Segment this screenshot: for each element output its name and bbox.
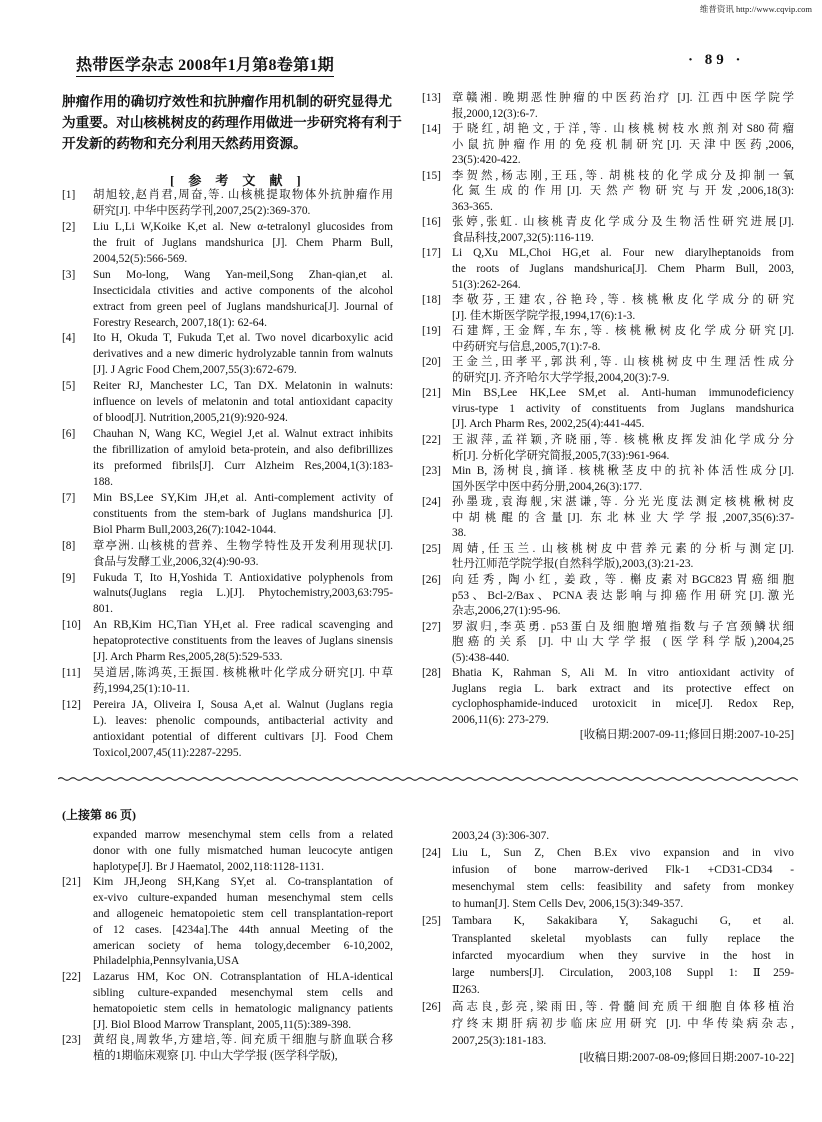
reference-line: mesenchymal stem cells: feasibility and safety from monkey bbox=[452, 881, 794, 894]
reference-line: Toxicol,2007,45(11):2287-2295. bbox=[93, 746, 242, 759]
reference-line: 于晓红,胡艳文,于洋,等. 山核桃树枝水煎剂对S80荷瘤 bbox=[452, 123, 794, 136]
reference-line: Biol Pharm Bull,2003,26(7):1042-1044. bbox=[93, 523, 277, 536]
reference-line: sibling culture-expanded mesenchymal stem cells and bbox=[93, 986, 393, 999]
reference-item bbox=[422, 433, 794, 464]
reference-item bbox=[422, 324, 794, 355]
body-text bbox=[62, 91, 402, 154]
reference-line: Juglans regia L. bark extract and its protective effect on bbox=[452, 682, 794, 695]
reference-number: [5] bbox=[62, 380, 76, 393]
reference-line: expanded marrow mesenchymal stem cells from a related bbox=[93, 829, 393, 841]
reference-line: Kim JH,Jeong SH,Kang SY,et al. Co-transplantation of bbox=[93, 876, 393, 889]
reference-item bbox=[62, 331, 393, 379]
reference-number: [12] bbox=[62, 699, 81, 711]
reference-line: 疗终末期肝病初步临床应用研究 [J]. 中华传染病杂志, bbox=[452, 1018, 794, 1031]
reference-item bbox=[422, 246, 794, 293]
reference-item bbox=[422, 666, 794, 728]
reference-line: Bhatia K, Rahman S, Ali M. In vitro antioxidant activity of bbox=[452, 667, 794, 680]
body-line: 肿瘤作用的确切疗效性和抗肿瘤作用机制的研究显得尤 bbox=[62, 94, 392, 109]
reference-line: (5):438-440. bbox=[452, 651, 510, 664]
reference-item bbox=[422, 355, 794, 386]
reference-line: to human[J]. Stem Cells Dev, 2006,15(3):349-357. bbox=[452, 898, 684, 911]
reference-number: [9] bbox=[62, 571, 76, 584]
reference-line: 孙墨珑,袁海舰,宋湛谦,等. 分光光度法测定核桃楸树皮 bbox=[452, 496, 794, 509]
reference-line: hematopoietic stem cells in hematologic malignancy patients bbox=[93, 1002, 393, 1015]
reference-item bbox=[422, 620, 794, 667]
reference-number: [10] bbox=[62, 619, 81, 632]
reference-item bbox=[62, 379, 393, 427]
reference-number: [27] bbox=[422, 620, 441, 633]
reference-number: [1] bbox=[62, 189, 76, 201]
reference-item bbox=[62, 427, 393, 491]
reference-item bbox=[422, 845, 794, 913]
reference-line: 牡丹江师范学院学报(自然科学版),2003,(3):21-23. bbox=[452, 558, 694, 571]
reference-line: large numbers[J]. Circulation, 2003,108 Suppl 1: Ⅱ259- bbox=[452, 966, 794, 979]
reference-line: 23(5):420-422. bbox=[452, 154, 521, 167]
reference-line: Forestry Research, 2007,18(1): 62-64. bbox=[93, 316, 267, 329]
reference-item bbox=[422, 215, 794, 246]
reference-number: [28] bbox=[422, 667, 441, 680]
reference-line: the roots of Juglans mandshurica[J]. Chem Pharm Bull, 2003, bbox=[452, 263, 794, 276]
references-right-column bbox=[422, 91, 794, 744]
reference-line: american society of hema tology,december 6-10,2002, bbox=[93, 939, 393, 952]
reference-line: Sun Mo-long, Wang Yan-meil,Song Zhan-qian,et al. bbox=[93, 268, 393, 281]
reference-line: 王淑萍,孟祥颖,齐晓丽,等. 核桃楸皮挥发油化学成分分 bbox=[452, 434, 794, 447]
reference-line: 2007,25(3):181-183. bbox=[452, 1035, 547, 1048]
reference-line: haplotype[J]. Br J Haematol, 2002,118:1128-1131. bbox=[93, 860, 324, 873]
reference-line: 中药研究与信息,2005,7(1):7-8. bbox=[452, 340, 601, 353]
reference-number: [15] bbox=[422, 169, 441, 182]
reference-line: Min BS,Lee SY,Kim JH,et al. Anti-complement activity of bbox=[93, 491, 393, 504]
reference-line: 2004,52(5):566-569. bbox=[93, 252, 188, 265]
reference-continuation bbox=[422, 828, 794, 845]
reference-number: [8] bbox=[62, 539, 76, 552]
reference-number: [26] bbox=[422, 573, 441, 586]
reference-number: [11] bbox=[62, 667, 81, 680]
reference-line: 51(3):262-264. bbox=[452, 278, 521, 291]
reference-line: 胞癌的关系 [J]. 中山大学学报 (医学科学版),2004,25 bbox=[452, 636, 794, 649]
reference-line: Philadelphia,Pennsylvania,USA bbox=[93, 955, 240, 968]
reference-line: 黄绍良,周敦华,方建培,等. 间充质干细胞与脐血联合移 bbox=[93, 1034, 393, 1047]
reference-item bbox=[422, 122, 794, 169]
reference-line: [J]. Biol Blood Marrow Transplant, 2005,11(5):389-398. bbox=[93, 1018, 352, 1031]
reference-line: virus-type 1 activity of constituents from Juglans mandshurica bbox=[452, 402, 794, 415]
reference-line: infarcted myocardium when they survive in the host in bbox=[452, 949, 794, 962]
watermark-url: 维普资讯 http://www.cqvip.com bbox=[699, 4, 812, 14]
reference-item bbox=[62, 220, 393, 268]
reference-item bbox=[62, 571, 393, 619]
reference-line: 中胡桃醌的含量[J]. 东北林业大学学报,2007,35(6):37- bbox=[452, 511, 794, 524]
reference-line: 188. bbox=[93, 475, 113, 488]
reference-line: 801. bbox=[93, 603, 113, 616]
reference-line: of blood[J]. Nutrition,2005,21(9):920-924. bbox=[93, 412, 288, 425]
page-number: · 89 · bbox=[688, 52, 745, 68]
reference-number: [17] bbox=[422, 247, 441, 260]
reference-item bbox=[62, 875, 393, 970]
reference-item bbox=[62, 539, 393, 571]
reference-line: 食品与发酵工业,2006,32(4):90-93. bbox=[93, 555, 259, 568]
continued-references-left bbox=[62, 828, 393, 1065]
reference-line: the fibrillization of amyloid beta-protein, and also defibrillizes bbox=[93, 444, 393, 456]
reference-line: 植的1期临床观察 [J]. 中山大学学报 (医学科学版), bbox=[93, 1050, 338, 1063]
reference-line: 王金兰,田孝平,郭洪利,等. 山核桃树皮中生理活性成分 bbox=[452, 356, 794, 369]
reference-line: 药,1994,25(1):10-11. bbox=[93, 683, 190, 696]
reference-line: 2006,11(6): 273-279. bbox=[452, 713, 549, 726]
reference-number: [4] bbox=[62, 332, 76, 345]
reference-line: 国外医学中医中药分册,2004,26(3):177. bbox=[452, 480, 643, 493]
reference-line: constituents from the stem-bark of Juglans mandshurica [J]. bbox=[93, 507, 393, 520]
reference-line: Transplanted skeletal myoblasts can fully replace the bbox=[452, 932, 794, 945]
reference-line: of 12 cases. [4234a].The 44th annual Meeting of the bbox=[93, 923, 393, 936]
reference-number: [26] bbox=[422, 1000, 441, 1013]
reference-line: 小鼠抗肿瘤作用的免疫机制研究[J]. 天津中医药,2006, bbox=[452, 138, 794, 151]
reference-number: [24] bbox=[422, 496, 441, 509]
reference-item bbox=[62, 698, 393, 762]
reference-number: [21] bbox=[422, 387, 441, 400]
reference-item bbox=[422, 999, 794, 1050]
reference-line: 的研究[J]. 齐齐哈尔大学学报,2004,20(3):7-9. bbox=[452, 371, 670, 384]
reference-line: 章赣湘. 晚期恶性肿瘤的中医药治疗 [J]. 江西中医学院学 bbox=[452, 92, 794, 104]
reference-line: L). leaves: phenolic compounds, antibacterial activity and bbox=[93, 714, 393, 727]
reference-number: [22] bbox=[62, 971, 81, 984]
reference-line: p53、Bcl-2/Bax、PCNA表达影响与抑癌作用研究[J].激光 bbox=[452, 589, 794, 602]
reference-item bbox=[62, 1033, 393, 1065]
reference-line: Liu L,Li W,Koike K,et al. New α-tetralonyl glucosides from bbox=[93, 220, 393, 233]
reference-number: [13] bbox=[422, 92, 441, 104]
reference-item bbox=[422, 293, 794, 324]
reference-line: [J]. Arch Pharm Res, 2002,25(4):441-445. bbox=[452, 418, 645, 431]
reference-line: [J]. J Agric Food Chem,2007,55(3):672-679. bbox=[93, 364, 297, 377]
reference-line: 食品科技,2007,32(5):116-119. bbox=[452, 231, 594, 244]
reference-line: Li Q,Xu ML,Choi HG,et al. Four new diarylheptanoids from bbox=[452, 247, 794, 260]
references-left-column bbox=[62, 188, 393, 762]
reference-item bbox=[422, 495, 794, 542]
references-heading: [参考文献] bbox=[170, 173, 315, 188]
reference-number: [2] bbox=[62, 220, 76, 233]
received-revised-dates: [收稿日期:2007-08-09;修回日期:2007-10-22] bbox=[579, 1052, 794, 1065]
reference-line: 研究[J]. 中华中医药学刊,2007,25(2):369-370. bbox=[93, 204, 311, 217]
reference-line: Insecticidala ctivities and active components of the alcohol bbox=[93, 284, 393, 297]
reference-line: Pereira JA, Oliveira I, Sousa A,et al. Walnut (Juglans regia bbox=[93, 699, 393, 711]
reference-number: [20] bbox=[422, 356, 441, 369]
reference-number: [22] bbox=[422, 434, 441, 447]
reference-item bbox=[62, 970, 393, 1033]
reference-item bbox=[422, 169, 794, 216]
reference-line: 李敬芬,王建农,谷艳玲,等. 核桃楸皮化学成分的研究 bbox=[452, 294, 794, 307]
reference-number: [25] bbox=[422, 915, 441, 928]
reference-line: 38. bbox=[452, 527, 467, 540]
reference-line: 章亭洲. 山核桃的营养、生物学特性及开发利用现状[J]. bbox=[93, 539, 393, 552]
reference-number: [19] bbox=[422, 325, 441, 338]
reference-number: [23] bbox=[62, 1034, 81, 1047]
reference-line: donor with one fully mismatched human leucocyte antigen bbox=[93, 844, 393, 857]
reference-line: An RB,Kim HC,Tian YH,et al. Free radical scavenging and bbox=[93, 619, 393, 632]
reference-number: [21] bbox=[62, 876, 81, 889]
reference-line: walnuts(Juglans regia L.)[J]. Phytochemistry,2003,63:795- bbox=[93, 587, 393, 600]
reference-line: cyclophosphamide-induced urotoxicit in mice[J]. Redox Rep, bbox=[452, 698, 794, 711]
reference-item bbox=[62, 188, 393, 220]
reference-item bbox=[422, 913, 794, 998]
reference-line: 高志良,彭亮,梁雨田,等. 骨髓间充质干细胞自体移植治 bbox=[452, 1000, 794, 1013]
reference-line: 向廷秀, 陶小红, 姜政, 等. 槲皮素对BGC823胃癌细胞 bbox=[452, 573, 794, 586]
reference-line: Fukuda T, Ito H,Yoshida T. Antioxidative polyphenols from bbox=[93, 571, 393, 584]
reference-item bbox=[62, 618, 393, 666]
reference-line: Tambara K, Sakakibara Y, Sakaguchi G, et al. bbox=[452, 915, 794, 928]
reference-line: influence on levels of melatonin and total antioxidant capacity bbox=[93, 396, 393, 409]
reference-number: [24] bbox=[422, 847, 441, 860]
reference-line: 杂志,2006,27(1):95-96. bbox=[452, 605, 561, 618]
reference-item bbox=[422, 386, 794, 433]
reference-number: [7] bbox=[62, 491, 76, 504]
reference-line: Lazarus HM, Koc ON. Cotransplantation of HLA-identical bbox=[93, 971, 393, 984]
reference-line: 2003,24 (3):306-307. bbox=[452, 830, 550, 842]
reference-line: [J]. Arch Pharm Res,2005,28(5):529-533. bbox=[93, 651, 283, 664]
reference-number: [3] bbox=[62, 268, 76, 281]
received-revised-dates: [收稿日期:2007-09-11;修回日期:2007-10-25] bbox=[579, 729, 794, 742]
reference-line: antioxidant potential of different cultivars [J]. Food Chem bbox=[93, 730, 393, 743]
reference-line: 石建辉,王金辉,车东,等. 核桃楸树皮化学成分研究[J]. bbox=[452, 325, 794, 338]
reference-line: infusion of bone marrow-derived Flk-1 +CD31-CD34 - bbox=[452, 864, 794, 877]
reference-line: Ito H, Okuda T, Fukuda T,et al. Two novel dicarboxylic acid bbox=[93, 332, 393, 345]
reference-number: [18] bbox=[422, 294, 441, 307]
reference-number: [16] bbox=[422, 216, 441, 229]
reference-line: derivatives and a new dimeric hydrolyzable tannin from walnuts bbox=[93, 348, 393, 361]
reference-line: Ⅱ263. bbox=[452, 983, 480, 996]
reference-item bbox=[62, 268, 393, 332]
reference-line: 363-365. bbox=[452, 200, 493, 213]
reference-line: Chauhan N, Wang KC, Wegiel J,et al. Walnut extract inhibits bbox=[93, 428, 393, 441]
reference-line: 罗淑归,李英勇. p53蛋白及细胞增殖指数与子宫颈鳞状细 bbox=[452, 620, 794, 633]
reference-item bbox=[422, 542, 794, 573]
continued-references-right bbox=[422, 828, 794, 1067]
reference-line: its preformed fibrils[J]. Curr Alzheim Res,2004,1(3):183- bbox=[93, 459, 393, 472]
continued-from-label: (上接第 86 页) bbox=[62, 808, 136, 822]
reference-line: Liu L, Sun Z, Chen B.Ex vivo expansion and in vivo bbox=[452, 847, 794, 860]
reference-number: [25] bbox=[422, 542, 441, 555]
body-line: 为重要。对山核桃树皮的药理作用做进一步研究将有利于 bbox=[62, 115, 402, 130]
reference-number: [14] bbox=[422, 123, 441, 136]
reference-number: [6] bbox=[62, 428, 76, 441]
reference-line: Min BS,Lee HK,Lee SM,et al. Anti-human immunodeficiency bbox=[452, 387, 794, 400]
reference-line: hepatoprotective constituents from the leaves of Juglans sinensis bbox=[93, 635, 393, 648]
reference-line: the fruit of Juglans mandshurica [J]. Chem Pharm Bull, bbox=[93, 236, 393, 249]
reference-item bbox=[62, 666, 393, 698]
reference-line: ex-vivo culture-expanded human mesenchymal stem cells bbox=[93, 892, 393, 905]
section-divider-wavy bbox=[58, 776, 798, 782]
reference-line: 周婧,任玉兰. 山核桃树皮中营养元素的分析与测定[J]. bbox=[452, 542, 794, 555]
reference-line: Min B, 汤树良,摘译. 核桃楸茎皮中的抗补体活性成分[J]. bbox=[452, 465, 794, 478]
reference-line: 析[J]. 分析化学研究简报,2005,7(33):961-964. bbox=[452, 449, 670, 462]
reference-item bbox=[422, 91, 794, 122]
body-line: 开发新的药物和充分利用天然药用资源。 bbox=[62, 136, 307, 151]
reference-number: [23] bbox=[422, 465, 441, 478]
reference-line: 化氮生成的作用[J]. 天然产物研究与开发,2006,18(3): bbox=[452, 185, 794, 198]
reference-item bbox=[422, 464, 794, 495]
reference-line: Reiter RJ, Manchester LC, Tan DX. Melatonin in walnuts: bbox=[93, 380, 393, 393]
reference-line: and allogeneic hematopoietic stem cell transplantation-report bbox=[93, 907, 393, 920]
reference-line: 报,2000,12(3):6-7. bbox=[452, 107, 538, 120]
reference-line: 张婷,张虹. 山核桃青皮化学成分及生物活性研究进展[J]. bbox=[452, 216, 794, 229]
journal-running-header: 热带医学杂志 2008年1月第8卷第1期 bbox=[76, 52, 334, 77]
reference-item bbox=[422, 573, 794, 620]
reference-line: [J]. 佳木斯医学院学报,1994,17(6):1-3. bbox=[452, 309, 636, 322]
reference-continuation bbox=[62, 828, 393, 875]
reference-item bbox=[62, 491, 393, 539]
reference-line: extract from green peel of Juglans mandshurica[J]. Journal of bbox=[93, 300, 393, 313]
reference-line: 李贺然,杨志刚,王珏,等. 胡桃枝的化学成分及抑制一氧 bbox=[452, 169, 794, 182]
reference-line: 胡旭较,赵肖君,周奋,等. 山核桃提取物体外抗肿瘤作用 bbox=[93, 189, 393, 201]
reference-line: 吴道居,陈鸿英,王振国. 核桃楸叶化学成分研究[J]. 中草 bbox=[93, 667, 393, 680]
